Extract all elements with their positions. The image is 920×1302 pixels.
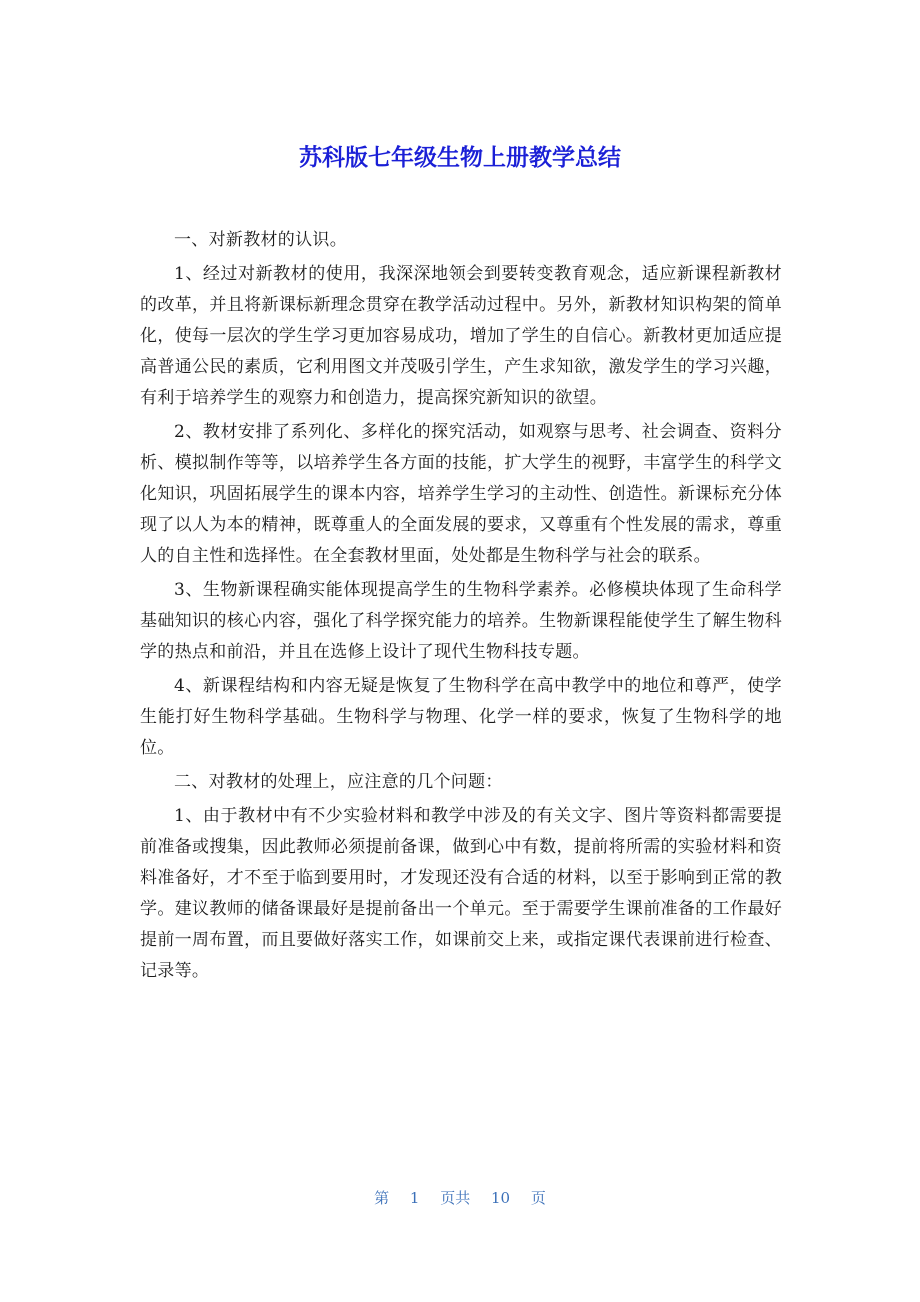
page-label-suffix: 页 (530, 1189, 546, 1207)
document-body (140, 225, 782, 990)
current-page-number: 1 (409, 1189, 420, 1207)
total-pages-number: 10 (491, 1189, 511, 1207)
page-label-mid: 页共 (440, 1189, 471, 1207)
body-paragraph: 2、教材安排了系列化、多样化的探究活动，如观察与思考、社会调查、资料分析、模拟制作等等，以培养学生各方面的技能，扩大学生的视野，丰富学生的科学文化知识，巩固拓展学生的课本内容，培养学生学习的主动性、创造性。新课标充分体现了以人为本的精神，既尊重人的全面发展的要求，又尊重有个性发展的需求，尊重人的自主性和选择性。在全套教材里面，处处都是生物科学与社会的联系。 (140, 422, 782, 566)
body-paragraph: 1、由于教材中有不少实验材料和教学中涉及的有关文字、图片等资料都需要提前准备或搜集，因此教师必须提前备课，做到心中有数，提前将所需的实验材料和资料准备好，才不至于临到要用时，才发现还没有合适的材料，以至于影响到正常的教学。建议教师的储备课最好是提前备出一个单元。至于需要学生课前准备的工作最好提前一周布置，而且要做好落实工作，如课前交上来，或指定课代表课前进行检查、记录等。 (140, 806, 782, 981)
body-paragraph: 4、新课程结构和内容无疑是恢复了生物科学在高中教学中的地位和尊严，使学生能打好生物科学基础。生物科学与物理、化学一样的要求，恢复了生物科学的地位。 (140, 676, 782, 758)
body-paragraph: 1、经过对新教材的使用，我深深地领会到要转变教育观念，适应新课程新教材的改革，并且将新课标新理念贯穿在教学活动过程中。另外，新教材知识构架的简单化，使每一层次的学生学习更加容易成功，增加了学生的自信心。新教材更加适应提高普通公民的素质，它利用图文并茂吸引学生，产生求知欲，激发学生的学习兴趣，有利于培养学生的观察力和创造力，提高探究新知识的欲望。 (140, 264, 782, 408)
section-heading: 二、对教材的处理上，应注意的几个问题： (174, 772, 503, 792)
page-label-prefix: 第 (374, 1189, 390, 1207)
body-paragraph: 3、生物新课程确实能体现提高学生的生物科学素养。必修模块体现了生命科学基础知识的核心内容，强化了科学探究能力的培养。生物新课程能使学生了解生物科学的热点和前沿，并且在选修上设计了现代生物科技专题。 (140, 580, 782, 662)
section-heading: 一、对新教材的认识。 (174, 230, 347, 250)
page-footer (0, 1186, 920, 1210)
document-title: 苏科版七年级生物上册教学总结 (299, 145, 621, 171)
